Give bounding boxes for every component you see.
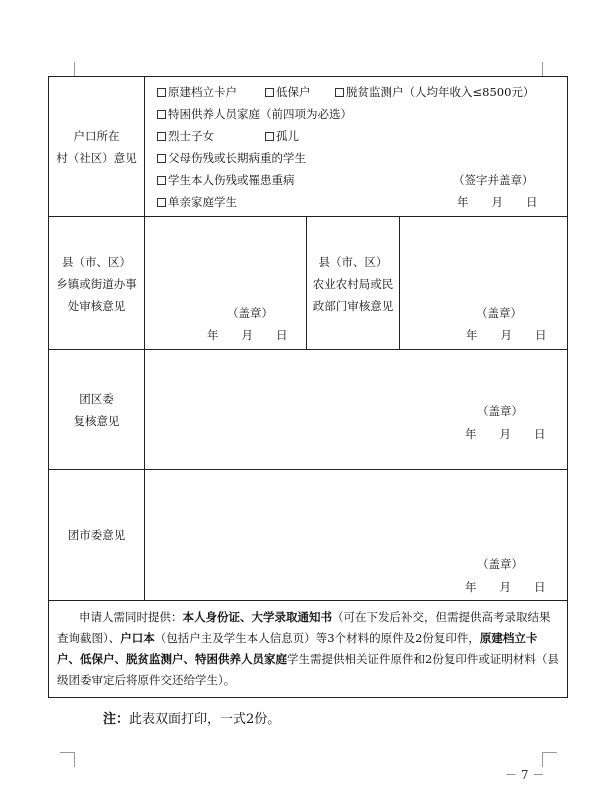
county-town-date: 年 月 日: [207, 328, 288, 342]
district-league-stamp: （盖章）: [477, 404, 523, 418]
checkbox-orphan[interactable]: [265, 132, 274, 141]
review-form-table: [48, 76, 568, 698]
district-league-date: 年 月 日: [465, 427, 546, 441]
checkbox-poverty-file[interactable]: [157, 88, 166, 97]
city-league-date: 年 月 日: [465, 580, 546, 594]
checkbox-special-support[interactable]: [157, 110, 166, 119]
checkbox-student-disabled[interactable]: [157, 176, 166, 185]
village-signature: （签字并盖章）: [453, 173, 534, 187]
county-agri-opinion: [400, 217, 568, 350]
crop-mark-top-right: [542, 62, 557, 77]
page-number: － 7 －: [505, 768, 545, 782]
crop-mark-bottom-left: [60, 752, 75, 767]
checkbox-single-parent[interactable]: [157, 198, 166, 207]
city-league-opinion: [145, 470, 568, 601]
county-agri-label: 县（市、区） 农业农村局或民 政部门审核意见: [307, 217, 400, 350]
checkbox-parent-disabled[interactable]: [157, 154, 166, 163]
checkbox-poverty-monitor[interactable]: [335, 88, 344, 97]
village-opinion-label: 户口所在 村（社区）意见: [49, 77, 145, 217]
crop-mark-bottom-right: [542, 752, 557, 767]
county-town-opinion: [145, 217, 307, 350]
checkbox-martyr-child[interactable]: [157, 132, 166, 141]
county-town-stamp: （盖章）: [227, 306, 273, 320]
print-footnote: 注：此表双面打印，一式2份。: [103, 712, 281, 727]
district-league-opinion: [145, 350, 568, 470]
county-agri-stamp: （盖章）: [476, 306, 522, 320]
village-date: 年 月 日: [457, 195, 538, 209]
city-league-label: 团市委意见: [49, 470, 145, 601]
county-town-label: 县（市、区） 乡镇或街道办事 处审核意见: [49, 217, 145, 350]
village-opinion-options: 原建档立卡户 低保户 脱贫监测户（人均年收入≤8500元） 特困供养人员家庭（前四项为必选） 烈士子女 孤儿 父母伤残或长期病重的学生 学生本人伤残或罹患重病 （签字并盖章） 单亲家庭学生 年 月 日: [145, 77, 568, 217]
checkbox-low-income[interactable]: [265, 88, 274, 97]
county-agri-date: 年 月 日: [466, 328, 547, 342]
materials-note: 申请人需同时提供：本人身份证、大学录取通知书（可在下发后补交，但需提供高考录取结果查询截图）、户口本（包括户主及学生本人信息页）等3个材料的原件及2份复印件，原建档立卡户、低保户、脱贫监测户、特困供养人员家庭学生需提供相关证件原件和2份复印件或证明材料（县级团委审定后将原件交还给学生）。: [49, 601, 568, 698]
district-league-label: 团区委 复核意见: [49, 350, 145, 470]
city-league-stamp: （盖章）: [477, 557, 523, 571]
crop-mark-top-left: [60, 62, 75, 77]
